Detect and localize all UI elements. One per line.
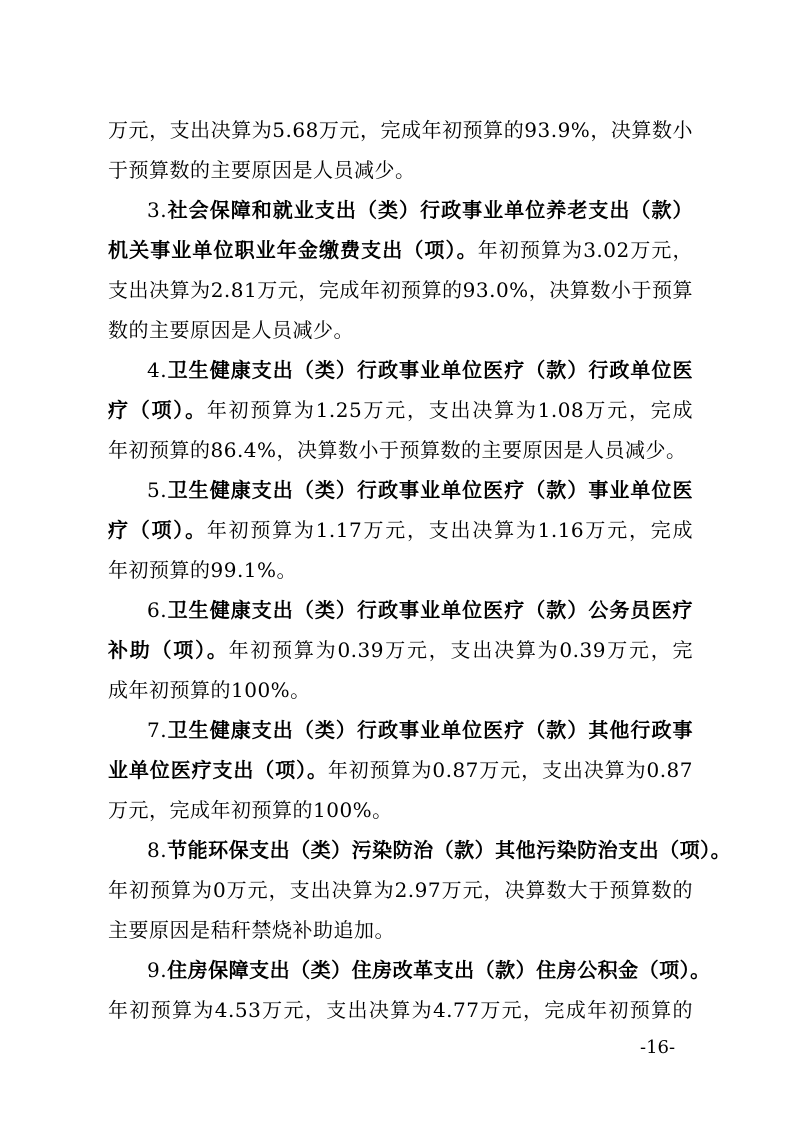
- item-number: 5.: [147, 478, 168, 502]
- item-number: 4.: [147, 358, 168, 382]
- item-6-heading-line: [147, 590, 693, 630]
- page-number: -16-: [640, 1037, 676, 1058]
- item-5-heading-line: [147, 470, 693, 510]
- paragraph-line: 年初预算的99.1%。: [108, 558, 298, 582]
- item-heading: 卫生健康支出（类）行政事业单位医疗（款）公务员医疗: [167, 598, 693, 622]
- item-heading: 节能环保支出（类）污染防治（款）其他污染防治支出（项）。: [167, 838, 732, 862]
- item-body: 年初预算为1.25万元，支出决算为1.08万元，完成: [206, 398, 694, 422]
- item-body: 年初预算为0.87万元，支出决算为0.87: [327, 758, 694, 782]
- item-heading: 卫生健康支出（类）行政事业单位医疗（款）事业单位医: [167, 478, 693, 502]
- item-number: 7.: [147, 718, 168, 742]
- item-heading: 卫生健康支出（类）行政事业单位医疗（款）其他行政事: [167, 718, 693, 742]
- item-4-heading-line: [147, 350, 693, 390]
- item-heading: 业单位医疗支出（项）。: [108, 758, 328, 782]
- paragraph-line: 于预算数的主要原因是人员减少。: [108, 158, 416, 182]
- paragraph-line: 万元，完成年初预算的100%。: [108, 798, 393, 822]
- item-5-heading-line: [108, 510, 693, 550]
- paragraph-line: 数的主要原因是人员减少。: [108, 318, 354, 342]
- item-body: 年初预算为0.39万元，支出决算为0.39万元，完: [228, 638, 693, 662]
- item-number: 3.: [147, 198, 168, 222]
- item-heading: 疗（项）。: [108, 518, 207, 542]
- item-heading: 卫生健康支出（类）行政事业单位医疗（款）行政单位医: [167, 358, 693, 382]
- paragraph-line: 年初预算为0万元，支出决算为2.97万元，决算数大于预算数的: [108, 878, 693, 902]
- item-3-heading-line: [108, 230, 693, 270]
- paragraph-line: 万元，支出决算为5.68万元，完成年初预算的93.9%，决算数小: [108, 118, 693, 142]
- item-body: 年初预算为1.17万元，支出决算为1.16万元，完成: [206, 518, 694, 542]
- item-heading: 补助（项）。: [108, 638, 229, 662]
- item-number: 8.: [147, 838, 168, 862]
- item-4-heading-line: [108, 390, 693, 430]
- item-heading: 疗（项）。: [108, 398, 207, 422]
- item-heading: 社会保障和就业支出（类）行政事业单位养老支出（款）: [167, 198, 693, 222]
- paragraph-line: 年初预算的86.4%，决算数小于预算数的主要原因是人员减少。: [108, 438, 687, 462]
- item-number: 9.: [147, 958, 168, 982]
- item-number: 6.: [147, 598, 168, 622]
- item-7-heading-line: [147, 710, 693, 750]
- item-9-heading-line: [147, 950, 711, 990]
- item-8-heading-line: [147, 830, 732, 870]
- item-heading: 住房保障支出（类）住房改革支出（款）住房公积金（项）。: [167, 958, 711, 982]
- paragraph-line: 支出决算为2.81万元，完成年初预算的93.0%，决算数小于预算: [108, 278, 693, 302]
- item-3-heading-line: [147, 190, 693, 230]
- paragraph-line: 成年初预算的100%。: [108, 678, 311, 702]
- paragraph-line: 年初预算为4.53万元，支出决算为4.77万元，完成年初预算的: [108, 998, 693, 1022]
- item-7-heading-line: [108, 750, 693, 790]
- item-body: 年初预算为3.02万元，: [477, 238, 694, 262]
- item-heading: 机关事业单位职业年金缴费支出（项）。: [108, 238, 478, 262]
- paragraph-line: 主要原因是秸秆禁烧补助追加。: [108, 918, 395, 942]
- item-6-heading-line: [108, 630, 693, 670]
